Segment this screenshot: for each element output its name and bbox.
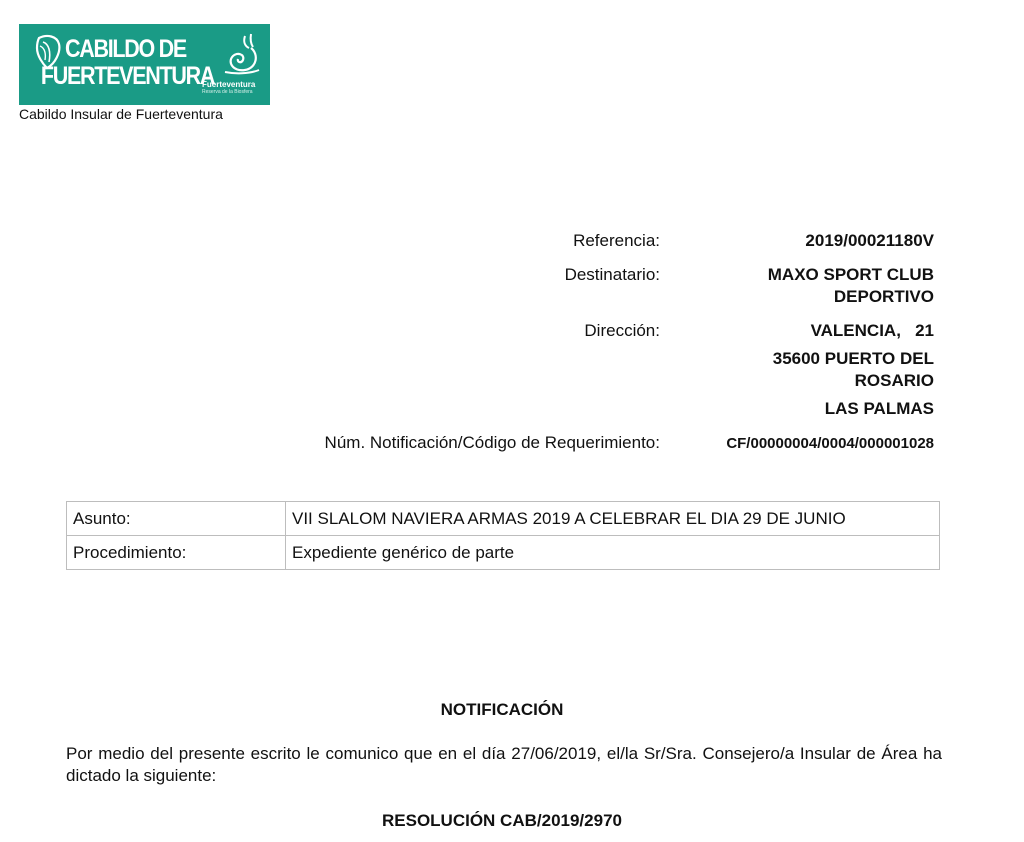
procedure-label: Procedimiento: — [67, 536, 286, 570]
resolution-heading: RESOLUCIÓN CAB/2019/2970 — [382, 811, 622, 830]
address-label: Dirección: — [584, 321, 660, 340]
addressee-line2: DEPORTIVO — [833, 287, 934, 306]
addressee-line1: MAXO SPORT CLUB — [767, 265, 934, 284]
table-row — [67, 502, 940, 536]
notification-code-value: CF/00000004/0004/000001028 — [726, 435, 934, 452]
logo-badge-subtitle: Reserva de la Biosfera — [202, 89, 253, 95]
reference-value: 2019/00021180V — [805, 231, 934, 250]
subject-value: VII SLALOM NAVIERA ARMAS 2019 A CELEBRAR EL DIA 29 DE JUNIO — [286, 502, 940, 536]
procedure-value: Expediente genérico de parte — [286, 536, 940, 570]
subject-table — [66, 501, 940, 570]
table-row — [67, 536, 940, 570]
snail-icon — [221, 32, 261, 76]
logo-badge-title: Fuerteventura — [202, 80, 256, 89]
address-line2: 35600 PUERTO DEL — [772, 349, 934, 368]
addressee-label: Destinatario: — [564, 265, 660, 284]
logo-text-line1: CABILDO DE — [65, 35, 186, 63]
notification-code-label: Núm. Notificación/Código de Requerimiento: — [324, 433, 660, 452]
address-line4: LAS PALMAS — [824, 399, 934, 418]
logo-wordmark — [40, 35, 215, 90]
address-line3: ROSARIO — [854, 371, 934, 390]
logo-text-line2: FUERTEVENTURA — [40, 62, 215, 90]
address-line1: VALENCIA, 21 — [810, 321, 934, 340]
reference-label: Referencia: — [573, 231, 660, 250]
notification-heading: NOTIFICACIÓN — [440, 700, 564, 719]
organization-name: Cabildo Insular de Fuerteventura — [19, 106, 223, 122]
cabildo-logo — [19, 24, 270, 105]
subject-label: Asunto: — [67, 502, 286, 536]
notification-paragraph: Por medio del presente escrito le comunico que en el día 27/06/2019, el/la Sr/Sra. Consejero/a Insular de Área ha dictado la siguiente: — [66, 744, 942, 785]
